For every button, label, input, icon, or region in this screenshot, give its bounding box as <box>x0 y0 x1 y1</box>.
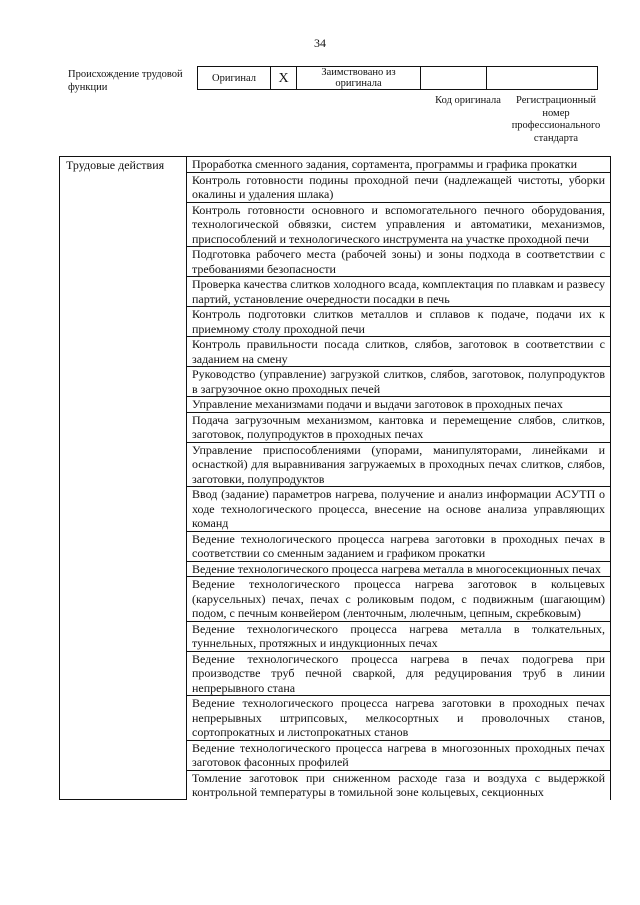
original-cell: Оригинал <box>198 67 271 90</box>
action-cell: Подача загрузочным механизмом, кантовка и перемещение слябов, слитков, заготовок, полупродуктов в проходных печах <box>187 412 611 442</box>
category-cell: Трудовые действия <box>60 157 187 800</box>
action-cell: Ведение технологического процесса нагрева заготовок в кольцевых (карусельных) печах, печах с роликовым подом, с подвижным (шагающим) подом, с печным конвейером (ленточным, люлечным, цепным, скребковым) <box>187 577 611 622</box>
labor-actions-table <box>59 156 611 800</box>
action-cell: Контроль готовности подины проходной печи (надлежащей чистоты, уборки окалины и удаления шлака) <box>187 172 611 202</box>
origin-label: Происхождение трудовой функции <box>68 69 183 93</box>
action-cell: Томление заготовок при сниженном расходе газа и воздуха с выдержкой контрольной температуры в томильной зоне кольцевых, секционных <box>187 770 611 800</box>
action-cell: Подготовка рабочего места (рабочей зоны) и зоны подхода в соответствии с требованиями безопасности <box>187 247 611 277</box>
action-cell: Ведение технологического процесса нагрева в многозонных проходных печах заготовок фасонных профилей <box>187 740 611 770</box>
action-cell: Проверка качества слитков холодного всада, комплектация по плавкам и развесу партий, установление очередности посадки в печь <box>187 277 611 307</box>
action-cell: Ввод (задание) параметров нагрева, получение и анализ информации АСУТП о ходе технологического процесса, внесение на основе анализа управляющих команд <box>187 487 611 532</box>
original-mark: X <box>271 67 297 90</box>
action-cell: Управление механизмами подачи и выдачи заготовок в проходных печах <box>187 397 611 413</box>
action-cell: Руководство (управление) загрузкой слитков, слябов, заготовок, полупродуктов в загрузочное окно проходных печей <box>187 367 611 397</box>
action-cell: Ведение технологического процесса нагрева металла в толкательных, туннельных, протяжных и индукционных печах <box>187 621 611 651</box>
action-cell: Проработка сменного задания, сортамента, программы и графика прокатки <box>187 157 611 173</box>
action-cell: Контроль правильности посада слитков, слябов, заготовок в соответствии с заданием на смену <box>187 337 611 367</box>
action-cell: Контроль готовности основного и вспомогательного печного оборудования, технологической обвязки, систем управления и автоматики, механизмов, приспособлений и технологического инструмента на участке проходной печи <box>187 202 611 247</box>
borrowed-cell: Заимствовано из оригинала <box>297 67 421 90</box>
action-cell: Ведение технологического процесса нагрева заготовки в проходных печах непрерывных штрипсовых, мелкосортных и проволочных станов, сортопрокатных и листопрокатных станов <box>187 696 611 741</box>
page-number: 34 <box>314 36 326 50</box>
code-caption: Код оригинала <box>435 95 501 106</box>
origin-table <box>197 66 598 90</box>
reg-number-caption: Регистрационный номер профессионального стандарта <box>511 95 601 144</box>
action-row <box>60 157 611 173</box>
action-cell: Контроль подготовки слитков металлов и сплавов к подаче, подачи их к приемному столу проходной печи <box>187 307 611 337</box>
action-cell: Управление приспособлениями (упорами, манипуляторами, линейками и оснасткой) для выравнивания загружаемых в проходных печах слитков, слябов, заготовки, полупродуктов <box>187 442 611 487</box>
code-cell <box>421 67 487 90</box>
action-cell: Ведение технологического процесса нагрева заготовки в проходных печах в соответствии со сменным заданием и графиком прокатки <box>187 531 611 561</box>
action-cell: Ведение технологического процесса нагрева металла в многосекционных печах <box>187 561 611 577</box>
reg-number-cell <box>487 67 598 90</box>
action-cell: Ведение технологического процесса нагрева в печах подогрева при производстве труб печной сваркой, для редуцирования труб в линии непрерывного стана <box>187 651 611 696</box>
